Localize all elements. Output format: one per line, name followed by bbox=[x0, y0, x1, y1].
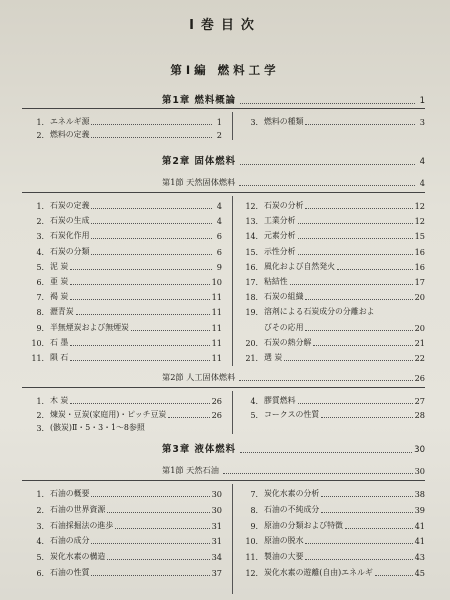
toc-item: 21. 選 炭 22 bbox=[245, 353, 425, 363]
chapter-3-heading: 第3章 液体燃料 30 bbox=[162, 444, 425, 455]
toc-item: 2. 煉炭・豆炭(家庭用)・ピッチ豆炭 26 bbox=[36, 409, 222, 420]
toc-item: 5. 泥 炭 9 bbox=[36, 261, 222, 272]
part-title: 第Ⅰ編 燃料工学 bbox=[170, 63, 280, 77]
toc-item: 11. 隕 石 11 bbox=[31, 353, 222, 363]
section-heading: 第1節 天然固体燃料 4 bbox=[162, 177, 425, 188]
column-divider bbox=[232, 196, 233, 366]
toc-item-continuation: びその応用 20 bbox=[264, 322, 425, 333]
toc-item: 7. 炭化水素の分析 38 bbox=[250, 489, 425, 499]
toc-item: 19. 溶剤による石炭成分の分離およ bbox=[245, 307, 375, 318]
column-divider bbox=[232, 484, 233, 594]
divider bbox=[22, 108, 425, 109]
toc-item: 8. 石油の不純成分 39 bbox=[250, 504, 425, 515]
toc-item: 8. 瀝青炭 11 bbox=[36, 307, 222, 318]
divider bbox=[22, 387, 425, 388]
toc-item: 12. 石炭の分析 12 bbox=[245, 201, 425, 211]
divider bbox=[22, 480, 425, 481]
toc-item: 1. エネルギ源 1 bbox=[36, 117, 222, 127]
toc-item: 17. 粘結性 17 bbox=[245, 277, 425, 287]
toc-item: 9. 半無煙炭および無煙炭 11 bbox=[36, 322, 222, 333]
toc-item: 10. 原油の脱水 41 bbox=[245, 536, 425, 547]
toc-item: 4. 石炭の分類 6 bbox=[36, 246, 222, 257]
toc-item: 16. 風化および自然発火 16 bbox=[245, 261, 425, 272]
toc-item: 7. 褐 炭 11 bbox=[36, 292, 222, 303]
toc-item: 1. 石油の概要 30 bbox=[36, 489, 222, 499]
toc-item: 18. 石炭の組織 20 bbox=[245, 292, 425, 303]
toc-item: 9. 原油の分類および特徴 41 bbox=[250, 520, 425, 531]
chapter-2-heading: 第2章 固体燃料 4 bbox=[162, 156, 425, 167]
toc-item: 6. 亜 炭 10 bbox=[36, 277, 222, 287]
toc-item: 4. 膠質燃料 27 bbox=[250, 396, 425, 406]
toc-item: 14. 元素分析 15 bbox=[245, 231, 425, 242]
toc-item: 2. 石炭の生成 4 bbox=[36, 216, 222, 227]
toc-item: 10. 石 墨 11 bbox=[31, 337, 222, 348]
chapter-title: 第1章 燃料概論 bbox=[162, 95, 237, 106]
divider bbox=[22, 192, 425, 193]
toc-item: 1. 石炭の定義 4 bbox=[36, 201, 222, 211]
section-heading: 第1節 天然石油 30 bbox=[162, 465, 425, 476]
toc-item: 1. 木 炭 26 bbox=[36, 396, 222, 406]
toc-item: 3. 燃料の種類 3 bbox=[250, 117, 425, 127]
toc-item: 5. 炭化水素の構造 34 bbox=[36, 552, 222, 563]
volume-title: I巻目次 bbox=[189, 18, 261, 33]
section-heading: 第2節 人工固体燃料 26 bbox=[162, 372, 425, 383]
toc-item: 3. 石油採掘法の進歩 31 bbox=[36, 520, 222, 531]
toc-item: 15. 示性分析 16 bbox=[245, 246, 425, 257]
toc-item: 12. 炭化水素の遊離(自由)エネルギ 45 bbox=[245, 568, 425, 578]
leader-dots bbox=[240, 102, 415, 104]
chapter-page: 1 bbox=[419, 96, 425, 106]
column-divider bbox=[232, 391, 233, 434]
toc-item: 2. 燃料の定義 2 bbox=[36, 130, 222, 140]
toc-item: 13. 工業分析 12 bbox=[245, 216, 425, 227]
toc-item: 20. 石炭の熱分解 21 bbox=[245, 337, 425, 348]
toc-item: 11. 製油の大要 43 bbox=[245, 552, 425, 563]
toc-item: 2. 石油の世界資源 30 bbox=[36, 504, 222, 515]
toc-item: 3. (骸炭)Ⅱ・5・3・1〜8参照 bbox=[36, 423, 145, 433]
toc-item: 6. 石油の性質 37 bbox=[36, 568, 222, 578]
column-divider bbox=[232, 112, 233, 140]
toc-item: 4. 石油の成分 31 bbox=[36, 536, 222, 547]
chapter-1-heading bbox=[22, 92, 425, 106]
toc-item: 3. 石炭化作用 6 bbox=[36, 231, 222, 242]
toc-item: 5. コークスの性質 28 bbox=[250, 409, 425, 420]
